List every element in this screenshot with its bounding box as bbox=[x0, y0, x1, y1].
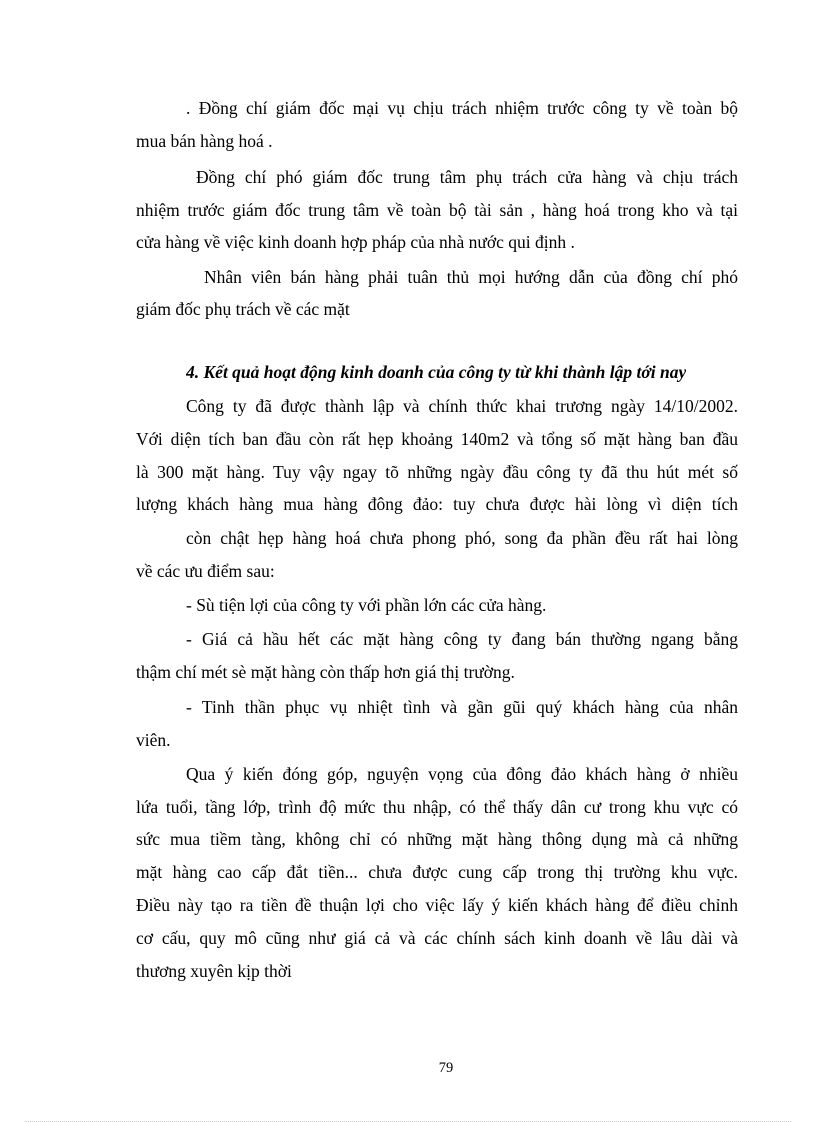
list-item: - Tinh thần phục vụ nhiệt tình và gần gũi quý khách hàng của nhân bbox=[186, 697, 738, 717]
paragraph-line: Qua ý kiến đóng góp, nguyện vọng của đông đảo khách hàng ở nhiều bbox=[186, 764, 738, 784]
bottom-dotted-rule bbox=[25, 1121, 791, 1122]
paragraph-line: lượng khách hàng mua hàng đông đảo: tuy chưa được hài lòng vì diện tích bbox=[136, 494, 738, 514]
paragraph-line: mặt hàng cao cấp đắt tiền... chưa được cung cấp trong thị trường khu vực. bbox=[136, 862, 738, 882]
section-heading: 4. Kết quả hoạt động kinh doanh của công ty từ khi thành lập tới nay bbox=[186, 362, 687, 382]
paragraph-line: giám đốc phụ trách về các mặt bbox=[136, 299, 350, 319]
paragraph-line: thương xuyên kịp thời bbox=[136, 961, 292, 981]
page-number: 79 bbox=[438, 1060, 454, 1076]
paragraph-line: thậm chí mét sè mặt hàng còn thấp hơn giá thị trường. bbox=[136, 662, 515, 682]
paragraph-line: Công ty đã được thành lập và chính thức khai trương ngày 14/10/2002. bbox=[186, 396, 738, 416]
paragraph-line: Điều này tạo ra tiền đề thuận lợi cho việc lấy ý kiến khách hàng để điều chỉnh bbox=[136, 895, 738, 915]
paragraph-line: . Đồng chí giám đốc mại vụ chịu trách nhiệm trước công ty về toàn bộ bbox=[186, 98, 738, 118]
paragraph-line: mua bán hàng hoá . bbox=[136, 131, 273, 151]
paragraph-line: cơ cấu, quy mô cũng như giá cả và các chính sách kinh doanh về lâu dài và bbox=[136, 928, 738, 948]
list-item: - Giá cả hầu hết các mặt hàng công ty đang bán thường ngang bằng bbox=[186, 629, 738, 649]
paragraph-line: Nhân viên bán hàng phải tuân thủ mọi hướng dẫn của đồng chí phó bbox=[204, 267, 738, 287]
paragraph-line: về các ưu điểm sau: bbox=[136, 561, 275, 581]
paragraph-line: Với diện tích ban đầu còn rất hẹp khoảng 140m2 và tổng số mặt hàng ban đầu bbox=[136, 429, 738, 449]
paragraph-line: nhiệm trước giám đốc trung tâm về toàn bộ tài sản , hàng hoá trong kho và tại bbox=[136, 200, 738, 220]
list-item: - Sù tiện lợi của công ty với phần lớn các cửa hàng. bbox=[186, 595, 547, 615]
paragraph-line: còn chật hẹp hàng hoá chưa phong phó, song đa phần đều rất hai lòng bbox=[186, 528, 738, 548]
paragraph-line: sức mua tiềm tàng, không chỉ có những mặt hàng thông dụng mà cả những bbox=[136, 829, 738, 849]
paragraph-line: lứa tuổi, tầng lớp, trình độ mức thu nhập, có thể thấy dân cư trong khu vực có bbox=[136, 797, 738, 817]
paragraph-line: viên. bbox=[136, 730, 171, 750]
paragraph-line: cửa hàng về việc kinh doanh hợp pháp của nhà nước qui định . bbox=[136, 232, 575, 252]
paragraph-line: Đồng chí phó giám đốc trung tâm phụ trách cửa hàng và chịu trách bbox=[196, 167, 738, 187]
paragraph-line: là 300 mặt hàng. Tuy vậy ngay tõ những ngày đầu công ty đã thu hút mét số bbox=[136, 462, 738, 482]
